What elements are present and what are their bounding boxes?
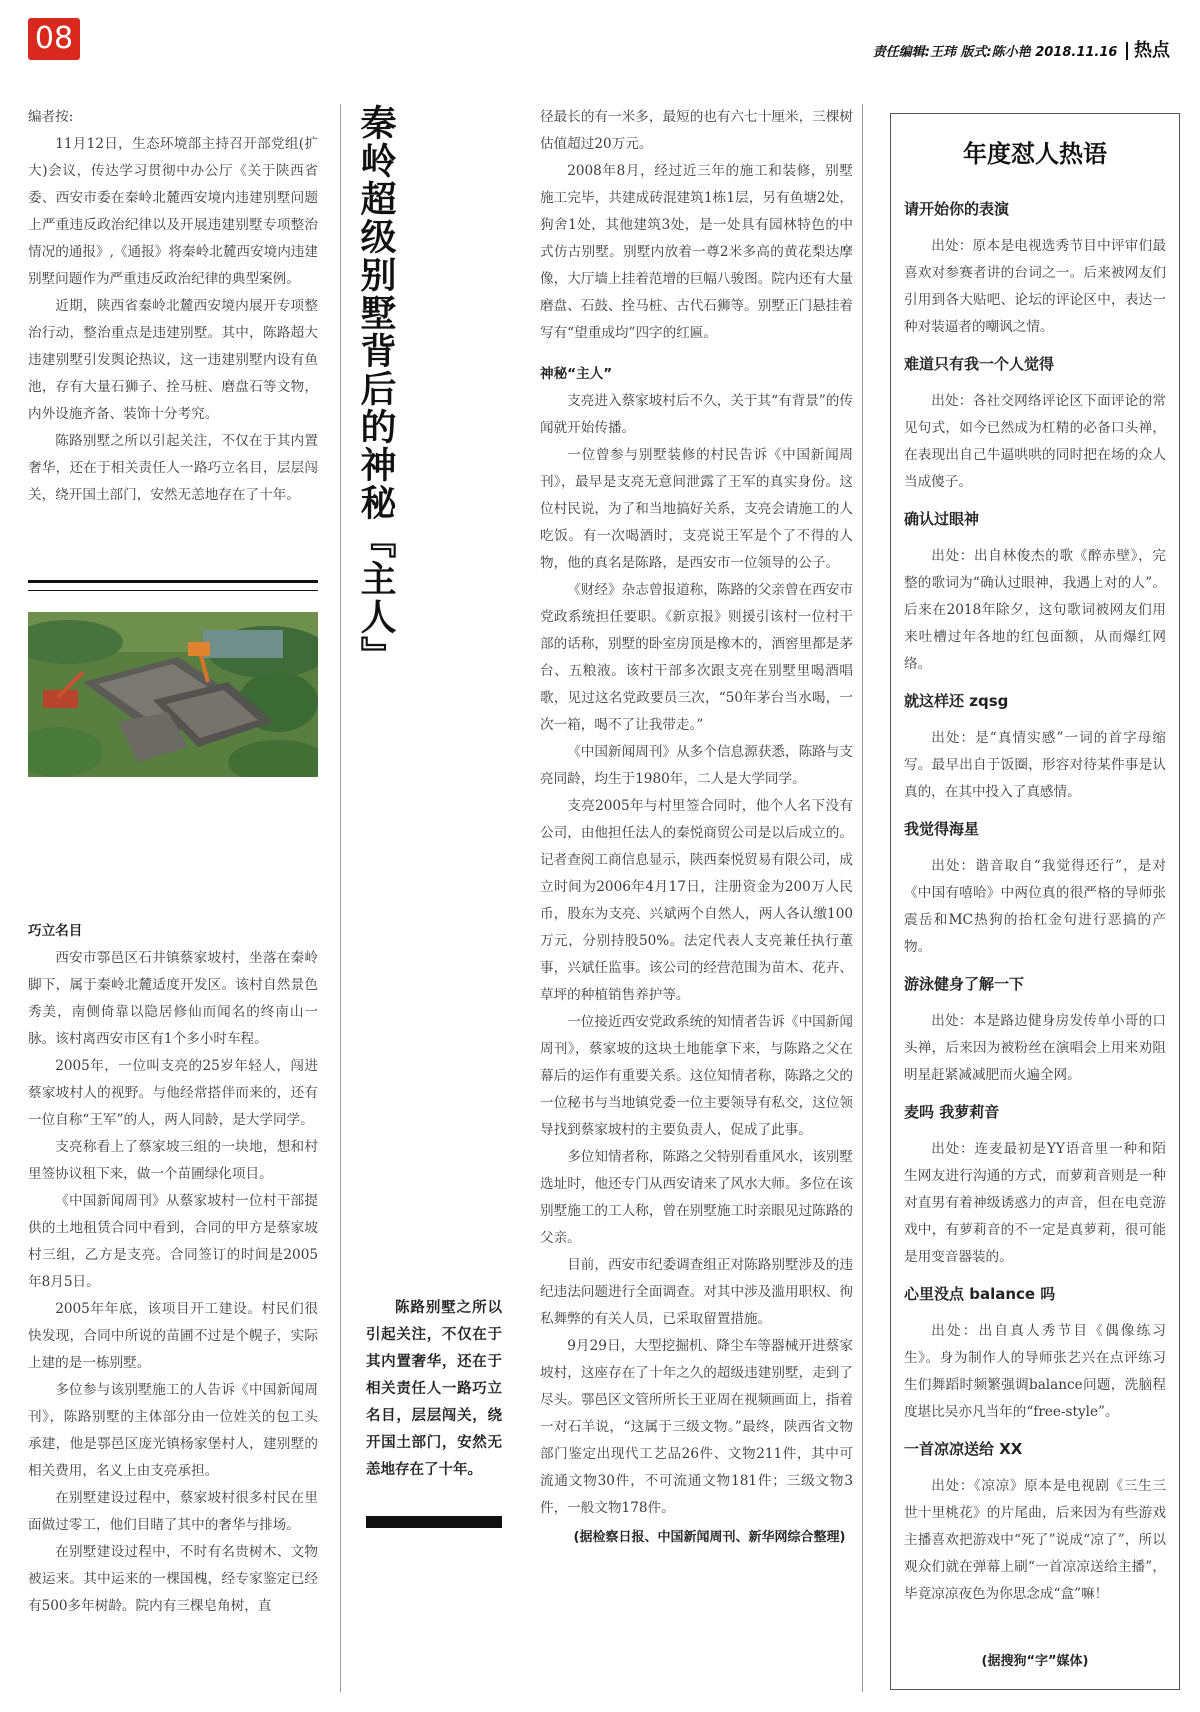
editor-credit: 责任编辑:王玮 bbox=[872, 45, 956, 60]
column-divider bbox=[862, 104, 863, 1692]
editor-note bbox=[28, 104, 318, 509]
sidebar-title: 年度怼人热语 bbox=[963, 139, 1107, 168]
article-paragraph: 《财经》杂志曾报道称，陈路的父亲曾在西安市党政系统担任要职。《新京报》则援引该村一位村干部的话称，别墅的卧室房顶是橡木的，酒窖里都是茅台、五粮液。该村干部多次跟支亮在别墅里喝酒唱歌，见过这名党政要员三次，“50年茅台当水喝，一次一箱，喝不了让我带走。” bbox=[540, 582, 853, 733]
entry-text: 出处：出自林俊杰的歌《醉赤壁》，完整的歌词为“确认过眼神，我遇上对的人”。后来在2018年除夕，这句歌词被网友们用来吐槽过年各地的红包面额，从而爆红网络。 bbox=[904, 548, 1166, 672]
entry-title: 一首凉凉送给 XX bbox=[904, 1440, 1023, 1458]
article-paragraph: 《中国新闻周刊》从多个信息源获悉，陈路与支亮同龄，均生于1980年，二人是大学同学。 bbox=[540, 744, 853, 787]
sidebar-entry bbox=[904, 506, 1166, 678]
article-source: (据检察日报、中国新闻周刊、新华网综合整理) bbox=[573, 1530, 846, 1545]
entry-title: 心里没点 balance 吗 bbox=[904, 1285, 1056, 1303]
article-paragraph: 2008年8月，经过近三年的施工和装修，别墅施工完毕，共建成砖混建筑1栋1层，另有鱼塘2处，狗舍1处，其他建筑3处，是一处具有园林特色的中式仿古别墅。别墅内放着一尊2米多高的黄花梨达摩像，大厅墙上挂着范增的巨幅八骏图。院内还有大量磨盘、石鼓、拴马桩、古代石狮等。别墅正门悬挂着写有“望重成均”四字的红匾。 bbox=[540, 163, 853, 341]
article-paragraph: 目前，西安市纪委调查组正对陈路别墅涉及的违纪违法问题进行全面调查。对其中涉及滥用职权、徇私舞弊的有关人员，已采取留置措施。 bbox=[540, 1257, 853, 1327]
header-separator bbox=[1126, 42, 1128, 60]
article-paragraph: 多位参与该别墅施工的人告诉《中国新闻周刊》，陈路别墅的主体部分由一位姓关的包工头承建，他是鄠邑区庞光镇杨家堡村人，建别墅的相关费用，名义上由支亮承担。 bbox=[28, 1382, 318, 1479]
article-paragraph: 《中国新闻周刊》从蔡家坡村一位村干部提供的土地租赁合同中看到，合同的甲方是蔡家坡村三组，乙方是支亮。合同签订的时间是2005年8月5日。 bbox=[28, 1193, 318, 1290]
article-paragraph: 2005年，一位叫支亮的25岁年轻人，闯进蔡家坡村人的视野。与他经常搭伴而来的，还有一位自称“王军”的人，两人同龄，是大学同学。 bbox=[28, 1058, 318, 1128]
entry-text: 出处：原本是电视选秀节目中评审们最喜欢对参赛者讲的台词之一。后来被网友们引用到各大贴吧、论坛的评论区中，表达一种对装逼者的嘲讽之情。 bbox=[904, 238, 1166, 335]
entry-text: 出处：出自真人秀节目《偶像练习生》。身为制作人的导师张艺兴在点评练习生们舞蹈时频繁强调balance问题，洗脑程度堪比吴亦凡当年的“free-style”。 bbox=[904, 1323, 1166, 1420]
sidebar-entries bbox=[904, 196, 1166, 1618]
entry-text: 出处：《凉凉》原本是电视剧《三生三世十里桃花》的片尾曲，后来因为有些游戏主播喜欢把游戏中“死了”说成“凉了”，所以观众们就在弹幕上刷“一首凉凉送给主播”，毕竟凉凉夜色为你思念成“盒”嘛！ bbox=[904, 1478, 1166, 1602]
entry-title: 我觉得海星 bbox=[904, 820, 980, 838]
issue-date: 2018.11.16 bbox=[1035, 45, 1118, 60]
entry-title: 难道只有我一个人觉得 bbox=[904, 355, 1055, 373]
entry-text: 出处：本是路边健身房发传单小哥的口头禅，后来因为被粉丝在演唱会上用来劝阻明星赶紧减减肥而火遍全网。 bbox=[904, 1013, 1166, 1083]
double-rule-divider bbox=[28, 580, 318, 591]
entry-text: 出处：谐音取自“我觉得还行”，是对《中国有嘻哈》中两位真的很严格的导师张震岳和MC热狗的抬杠金句进行恶搞的产物。 bbox=[904, 858, 1166, 955]
article-paragraph: 2005年年底，该项目开工建设。村民们很快发现，合同中所说的苗圃不过是个幌子，实际上建的是一栋别墅。 bbox=[28, 1301, 318, 1371]
editor-note-paragraph: 陈路别墅之所以引起关注，不仅在于其内置奢华，还在于相关责任人一路巧立名目，层层闯关，绕开国土部门，安然无恙地存在了十年。 bbox=[28, 433, 318, 503]
pull-quote: 陈路别墅之所以引起关注，不仅在于其内置奢华，还在于相关责任人一路巧立名目，层层闯关，绕开国土部门，安然无恙地存在了十年。 bbox=[366, 1299, 502, 1478]
entry-text: 出处：连麦最初是YY语音里一种和陌生网友进行沟通的方式，而萝莉音则是一种对直男有着神级诱惑力的声音，但在电竞游戏中，有萝莉音的不一定是真萝莉，很可能是用变音器装的。 bbox=[904, 1141, 1166, 1265]
article-paragraph: 多位知情者称，陈路之父特别看重风水，该别墅选址时，他还专门从西安请来了风水大师。多位在该别墅施工的工人称，曾在别墅施工时亲眼见过陈路的父亲。 bbox=[540, 1149, 853, 1246]
pull-quote-rule bbox=[366, 1516, 502, 1528]
entry-title: 确认过眼神 bbox=[904, 510, 980, 528]
article-paragraph: 西安市鄠邑区石井镇蔡家坡村，坐落在秦岭脚下，属于秦岭北麓适度开发区。该村自然景色秀美，南侧倚靠以隐居修仙而闻名的终南山一脉。该村离西安市区有1个多小时车程。 bbox=[28, 950, 318, 1047]
section-name: 热点 bbox=[1134, 40, 1170, 61]
editor-note-label: 编者按: bbox=[28, 109, 74, 125]
article-paragraph: 径最长的有一米多，最短的也有六七十厘米，三棵树估值超过20万元。 bbox=[540, 109, 853, 152]
villa-aerial-photo bbox=[28, 612, 318, 777]
column-divider bbox=[340, 104, 341, 1692]
article-paragraph: 在别墅建设过程中，不时有名贵树木、文物被运来。其中运来的一棵国槐，经专家鉴定已经有500多年树龄。院内有三棵皂角树，直 bbox=[28, 1544, 318, 1614]
article-paragraph: 9月29日，大型挖掘机、降尘车等器械开进蔡家坡村，这座存在了十年之久的超级违建别墅，走到了尽头。鄠邑区文管所所长王亚周在视频画面上，指着一对石羊说，“这属于三级文物。”最终，陕西省文物部门鉴定出现代工艺品26件、文物211件，其中可流通文物30件，不可流通文物181件；三级文物3件，一般文物178件。 bbox=[540, 1338, 853, 1516]
sidebar-entry bbox=[904, 196, 1166, 341]
editor-note-paragraph: 11月12日，生态环境部主持召开部党组(扩大)会议，传达学习贯彻中办公厅《关于陕西省委、西安市委在秦岭北麓西安境内违建别墅问题上严重违反政治纪律以及开展违建别墅专项整治情况的通报》,《通报》将秦岭北麓西安境内违建别墅问题作为严重违反政治纪律的典型案例。 bbox=[28, 136, 318, 287]
header-info bbox=[873, 36, 1170, 62]
layout-credit: 版式:陈小艳 bbox=[960, 45, 1031, 60]
section-heading: 巧立名目 bbox=[28, 923, 83, 939]
article-paragraph: 一位接近西安党政系统的知情者告诉《中国新闻周刊》，蔡家坡的这块土地能拿下来，与陈路之父在幕后的运作有重要关系。这位知情者称，陈路之父的一位秘书与当地镇党委一位主要领导有私交，这位领导找到蔡家坡村的主要负责人，促成了此事。 bbox=[540, 1014, 853, 1138]
article-paragraph: 支亮称看上了蔡家坡三组的一块地，想和村里签协议租下来，做一个苗圃绿化项目。 bbox=[28, 1139, 318, 1182]
sidebar-entry bbox=[904, 1099, 1166, 1271]
entry-title: 游泳健身了解一下 bbox=[904, 975, 1025, 993]
article-column-3 bbox=[540, 104, 853, 1551]
entry-text: 出处：是“真情实感”一词的首字母缩写。最早出自于饭圈，形容对待某件事是认真的，在其中投入了真感情。 bbox=[904, 730, 1166, 800]
article-paragraph: 支亮2005年与村里签合同时，他个人名下没有公司，由他担任法人的秦悦商贸公司是以后成立的。记者查阅工商信息显示，陕西秦悦贸易有限公司，成立时间为2006年4月17日，注册资金为200万人民币，股东为支亮、兴斌两个自然人，两人各认缴100万元，分别持股50%。法定代表人支亮兼任执行董事，兴斌任监事。该公司的经营范围为苗木、花卉、草坪的种植销售养护等。 bbox=[540, 798, 853, 1003]
sidebar-entry bbox=[904, 816, 1166, 961]
entry-text: 出处：各社交网络评论区下面评论的常见句式，如今已然成为杠精的必备口头禅，在表现出自己牛逼哄哄的同时把在场的众人当成傻子。 bbox=[904, 393, 1166, 490]
section-qiaoli-mingmu bbox=[28, 918, 318, 1620]
sidebar-entry bbox=[904, 688, 1166, 806]
article-paragraph: 在别墅建设过程中，蔡家坡村很多村民在里面做过零工，他们目睹了其中的奢华与排场。 bbox=[28, 1490, 318, 1533]
villa-photo-illustration bbox=[28, 612, 318, 777]
sidebar-source: (据搜狗“字”媒体) bbox=[981, 1654, 1089, 1669]
entry-title: 麦吗 我萝莉音 bbox=[904, 1103, 1000, 1121]
sidebar-entry bbox=[904, 971, 1166, 1089]
entry-title: 请开始你的表演 bbox=[904, 200, 1010, 218]
entry-title: 就这样还 zqsg bbox=[904, 692, 1009, 710]
article-paragraph: 支亮进入蔡家坡村后不久，关于其“有背景”的传闻就开始传播。 bbox=[540, 393, 853, 436]
sidebar-entry bbox=[904, 1436, 1166, 1608]
sidebar-entry bbox=[904, 1281, 1166, 1426]
sidebar-entry bbox=[904, 351, 1166, 496]
article-paragraph: 一位曾参与别墅装修的村民告诉《中国新闻周刊》，最早是支亮无意间泄露了王军的真实身份。这位村民说，为了和当地搞好关系，支亮会请施工的人吃饭。有一次喝酒时，支亮说王军是个了不得的人物，他的真名是陈路，是西安市一位领导的公子。 bbox=[540, 447, 853, 571]
page-number: 08 bbox=[28, 18, 80, 60]
section-heading: 神秘“主人” bbox=[540, 366, 613, 382]
article-title: 秦岭超级别墅背后的神秘『主人』 bbox=[355, 104, 397, 674]
editor-note-paragraph: 近期，陕西省秦岭北麓西安境内展开专项整治行动，整治重点是违建别墅。其中，陈路超大违建别墅引发舆论热议，这一违建别墅内设有鱼池，存有大量石狮子、拴马桩、磨盘石等文物，内外设施齐备、装饰十分考究。 bbox=[28, 298, 318, 422]
